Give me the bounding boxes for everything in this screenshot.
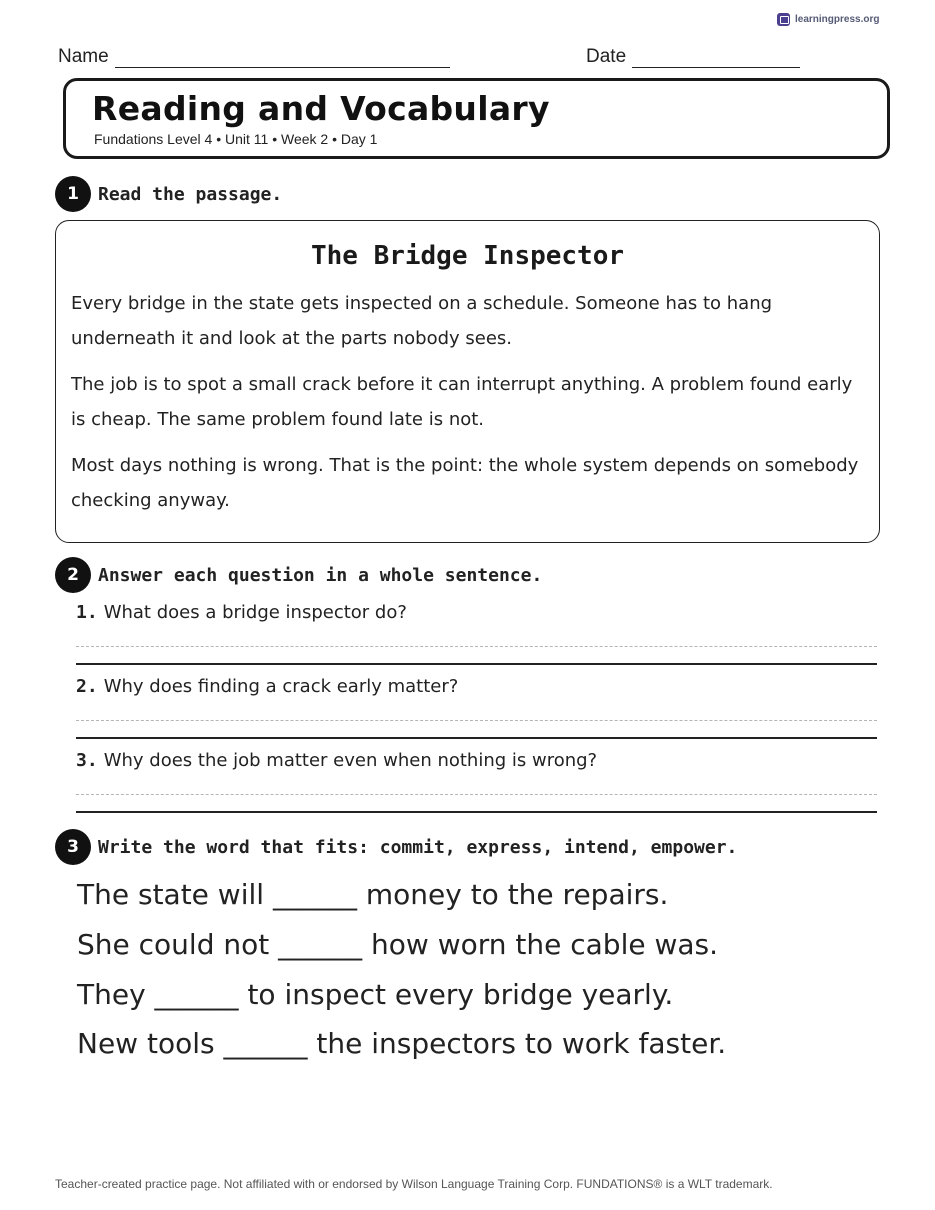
section-instruction: Answer each question in a whole sentence. [98, 564, 543, 586]
passage-box [55, 220, 880, 543]
section-instruction: Read the passage. [98, 183, 283, 205]
step-number-badge: 2 [55, 557, 91, 593]
question-prompt: What does a bridge inspector do? [103, 602, 407, 623]
brand[interactable] [777, 13, 879, 26]
question-text [76, 676, 877, 697]
answer-line[interactable] [76, 811, 877, 813]
question-number: 3. [76, 750, 98, 771]
question-prompt: Why does finding a crack early matter? [103, 676, 459, 697]
question-item [76, 750, 877, 814]
date-line[interactable] [632, 48, 800, 68]
question-text [76, 602, 877, 623]
page-subtitle: Fundations Level 4 • Unit 11 • Week 2 • Day 1 [94, 131, 378, 147]
section-instruction: Write the word that fits: commit, express, intend, empower. [98, 836, 738, 858]
answer-guide-line[interactable] [76, 720, 877, 721]
brand-label: learningpress.org [795, 14, 880, 25]
date-label: Date [586, 46, 627, 67]
footer-disclaimer: Teacher-created practice page. Not affiliated with or endorsed by Wilson Language Training Corp. FUNDATIONS® is a WLT trademark. [55, 1177, 773, 1191]
section-words-header [55, 829, 737, 865]
fill-blank-sentence[interactable]: They ______ to inspect every bridge yearly. [77, 978, 674, 1011]
fill-blank-sentence[interactable]: The state will ______ money to the repairs. [77, 878, 669, 911]
title-box [63, 78, 890, 159]
question-text [76, 750, 877, 771]
answer-guide-line[interactable] [76, 794, 877, 795]
name-date-row [58, 46, 818, 72]
question-item [76, 676, 877, 740]
section-read-header [55, 176, 282, 212]
question-prompt: Why does the job matter even when nothing is wrong? [103, 750, 598, 771]
section-answer-header [55, 557, 542, 593]
name-field[interactable] [58, 46, 450, 68]
passage-paragraph: The job is to spot a small crack before it can interrupt anything. A problem found early is cheap. The same problem found late is not. [71, 374, 853, 430]
passage-title: The Bridge Inspector [310, 241, 625, 271]
fill-blank-sentence[interactable]: She could not ______ how worn the cable was. [77, 928, 719, 961]
question-number: 2. [76, 676, 98, 697]
step-number-badge: 3 [55, 829, 91, 865]
date-field[interactable] [586, 46, 800, 68]
name-label: Name [58, 46, 109, 67]
passage-paragraph: Most days nothing is wrong. That is the point: the whole system depends on somebody checking anyway. [71, 455, 859, 511]
name-line[interactable] [115, 48, 450, 68]
fill-blank-sentence[interactable]: New tools ______ the inspectors to work faster. [77, 1027, 727, 1060]
answer-line[interactable] [76, 737, 877, 739]
page-title: Reading and Vocabulary [92, 89, 550, 128]
book-icon [777, 13, 790, 26]
passage-text [71, 286, 871, 529]
passage-paragraph: Every bridge in the state gets inspected on a schedule. Someone has to hang underneath it and look at the parts nobody sees. [71, 293, 773, 349]
question-number: 1. [76, 602, 98, 623]
step-number-badge: 1 [55, 176, 91, 212]
answer-guide-line[interactable] [76, 646, 877, 647]
question-item [76, 602, 877, 666]
answer-line[interactable] [76, 663, 877, 665]
